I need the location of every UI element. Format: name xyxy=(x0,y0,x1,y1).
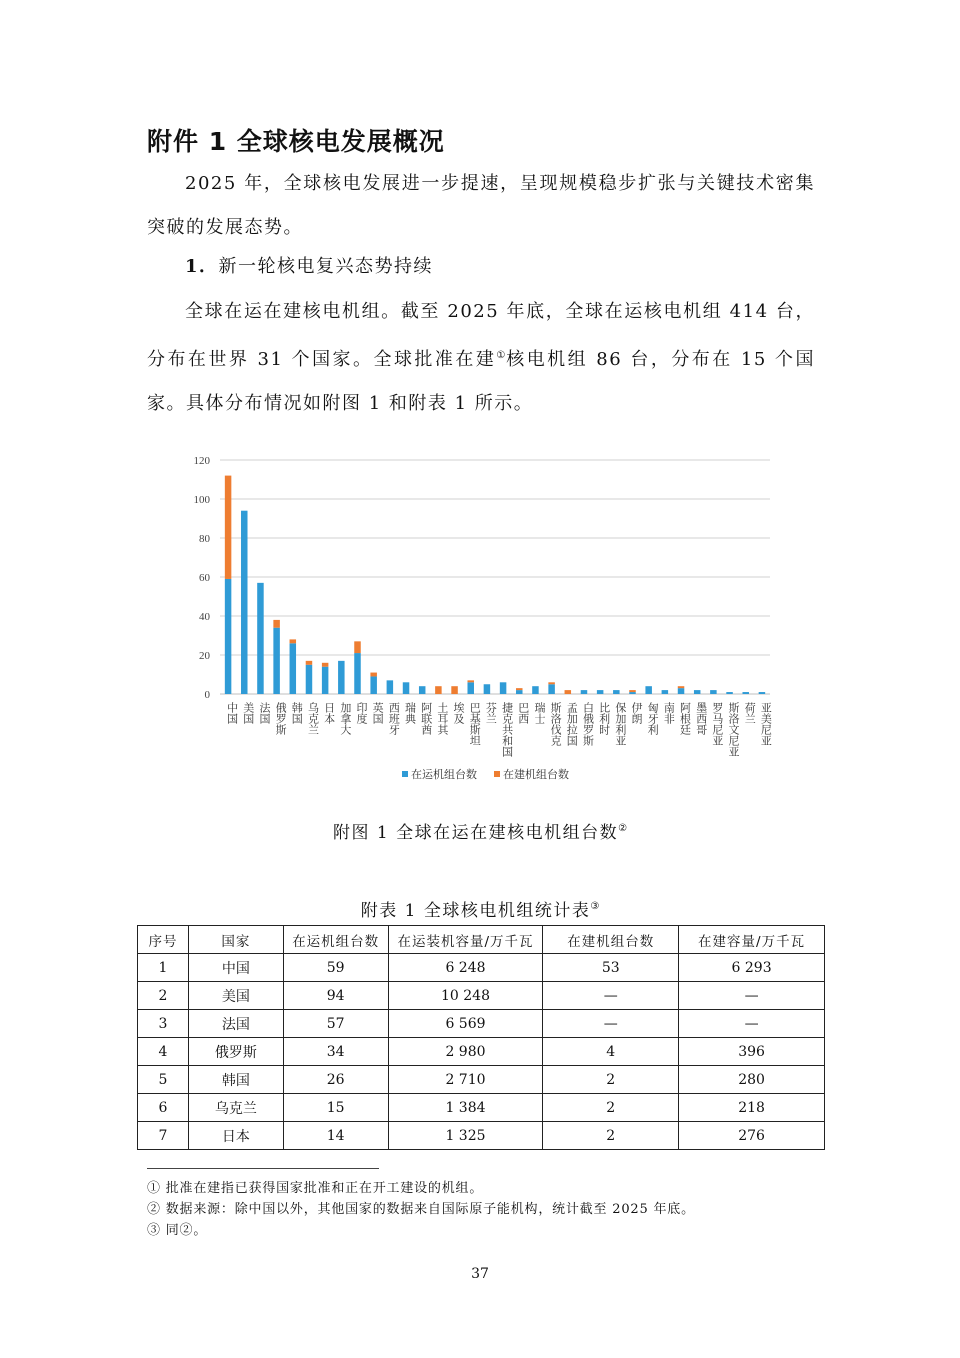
chart-x-tick-label: 南非 xyxy=(662,702,676,724)
chart-bar-operating xyxy=(257,583,264,694)
chart-x-tick-label: 加拿大 xyxy=(338,702,352,735)
cell-construction-capacity: — xyxy=(679,982,825,1010)
table-row xyxy=(138,982,825,1010)
cell-operating-units: 15 xyxy=(283,1094,388,1122)
cell-construction-units: — xyxy=(543,1010,679,1038)
chart-bar-operating xyxy=(467,682,474,694)
cell-country: 中国 xyxy=(188,954,283,982)
chart-bars xyxy=(225,476,765,694)
chart-x-tick-label: 斯洛文尼亚 xyxy=(727,702,741,757)
chart-bar-construction xyxy=(354,641,361,653)
chart-bar-construction xyxy=(370,673,377,677)
chart-bar-construction xyxy=(225,476,232,579)
chart-x-tick-label: 捷克共和国 xyxy=(500,702,514,757)
chart-bar-construction xyxy=(451,686,458,694)
chart-bar-operating xyxy=(678,688,685,694)
chart-legend-swatch xyxy=(402,771,408,777)
footnotes xyxy=(147,1178,695,1241)
cell-operating-units: 94 xyxy=(283,982,388,1010)
table-caption xyxy=(0,896,960,921)
footnote-3: ③ 同②。 xyxy=(147,1223,208,1238)
chart-x-tick-label: 阿根廷 xyxy=(678,702,692,735)
cell-country: 韩国 xyxy=(188,1066,283,1094)
cell-country: 日本 xyxy=(188,1122,283,1150)
section-heading xyxy=(185,252,433,278)
chart-x-tick-label: 巴西 xyxy=(516,702,530,724)
chart-y-tick-label: 100 xyxy=(193,494,210,506)
footnote-ref-2: ② xyxy=(618,823,628,834)
chart-bar-operating xyxy=(500,682,507,694)
chart-bar-operating xyxy=(742,692,749,694)
chart-bar-operating xyxy=(387,680,394,694)
cell-construction-capacity: 218 xyxy=(679,1094,825,1122)
chart-x-tick-label: 墨西哥 xyxy=(694,702,708,735)
chart-legend xyxy=(402,767,569,781)
cell-country: 法国 xyxy=(188,1010,283,1038)
chart-bar-construction xyxy=(548,682,555,684)
table-row xyxy=(138,954,825,982)
chart-x-tick-label: 英国 xyxy=(371,702,385,724)
chart-y-tick-labels xyxy=(194,455,211,701)
table-caption-text: 附表 1 全球核电机组统计表 xyxy=(360,901,591,921)
header-construction-units: 在建机组台数 xyxy=(543,926,679,954)
cell-country: 俄罗斯 xyxy=(188,1038,283,1066)
section-number: 1． xyxy=(185,256,219,277)
table-row xyxy=(138,1094,825,1122)
chart-legend-label: 在运机组台数 xyxy=(411,768,477,781)
nuclear-stats-table xyxy=(137,925,825,1150)
chart-x-tick-label: 印度 xyxy=(355,702,368,724)
chart-y-tick-label: 20 xyxy=(199,650,210,662)
chart-bar-operating xyxy=(548,684,555,694)
cell-construction-capacity: — xyxy=(679,1010,825,1038)
cell-index: 7 xyxy=(138,1122,189,1150)
cell-construction-units: 53 xyxy=(543,954,679,982)
chart-bar-operating xyxy=(629,692,636,694)
cell-operating-capacity: 6 569 xyxy=(388,1010,543,1038)
footnote-ref-1: ① xyxy=(496,350,507,361)
chart-x-tick-label: 俄罗斯 xyxy=(274,702,288,735)
chart-x-tick-label: 亚美尼亚 xyxy=(759,702,773,746)
cell-construction-capacity: 6 293 xyxy=(679,954,825,982)
chart-x-tick-label: 瑞典 xyxy=(403,702,417,724)
para-lead: 全球在运在建核电机组。 xyxy=(185,301,401,322)
chart-bar-operating xyxy=(581,690,588,694)
cell-construction-units: 4 xyxy=(543,1038,679,1066)
chart-x-tick-label: 巴基斯坦 xyxy=(468,702,482,746)
chart-bar-operating xyxy=(354,653,361,694)
chart-bar-operating xyxy=(306,665,313,694)
chart-x-tick-label: 阿联酋 xyxy=(419,702,433,735)
chart-x-tick-label: 伊朗 xyxy=(630,702,643,724)
cell-index: 4 xyxy=(138,1038,189,1066)
chart-x-tick-label: 中国 xyxy=(225,702,239,724)
footnote-ref-3: ③ xyxy=(590,901,600,912)
cell-operating-capacity: 10 248 xyxy=(388,982,543,1010)
header-operating-capacity: 在运装机容量/万千瓦 xyxy=(388,926,543,954)
chart-bar-construction xyxy=(467,680,474,682)
footnote-2: ② 数据来源：除中国以外，其他国家的数据来自国际原子能机构，统计截至 2025 年底。 xyxy=(147,1202,695,1217)
chart-legend-swatch xyxy=(494,771,500,777)
chart-x-tick-label: 瑞士 xyxy=(532,702,546,724)
chart-bar-construction xyxy=(435,686,442,694)
chart-x-tick-label: 法国 xyxy=(257,702,271,724)
chart-x-tick-label: 韩国 xyxy=(290,702,304,724)
intro-paragraph: 2025 年，全球核电发展进一步提速，呈现规模稳步扩张与关键技术密集突破的发展态势。 xyxy=(147,173,815,238)
chart-bar-operating xyxy=(241,511,248,694)
chart-bar-operating xyxy=(290,643,297,694)
chart-x-tick-label: 荷兰 xyxy=(743,702,757,724)
chart-y-tick-label: 40 xyxy=(199,611,210,623)
chart-legend-label: 在建机组台数 xyxy=(503,768,569,781)
chart-bar-operating xyxy=(694,690,701,694)
para-text-2: 核电机组 86 台，分布在 15 个国家。具体分布情况如附图 1 和附表 1 所示。 xyxy=(147,349,815,414)
cell-country: 乌克兰 xyxy=(188,1094,283,1122)
header-operating-units: 在运机组台数 xyxy=(283,926,388,954)
chart-bar-construction xyxy=(516,688,523,690)
chart-bar-construction xyxy=(629,690,636,692)
table-header-row xyxy=(138,926,825,954)
page-number: 37 xyxy=(471,1266,489,1282)
table-row xyxy=(138,1066,825,1094)
chart-bar-operating xyxy=(419,686,426,694)
chart-bar-operating xyxy=(597,690,604,694)
cell-index: 5 xyxy=(138,1066,189,1094)
chart-x-tick-label: 日本 xyxy=(322,702,336,724)
chart-bar-operating xyxy=(484,684,491,694)
chart-bar-operating xyxy=(532,686,539,694)
chart-x-tick-label: 匈牙利 xyxy=(646,702,660,735)
chart-bar-operating xyxy=(613,690,620,694)
chart-bar-construction xyxy=(678,686,685,688)
chart-bar-construction xyxy=(273,620,280,628)
header-country: 国家 xyxy=(188,926,283,954)
cell-index: 1 xyxy=(138,954,189,982)
chart-bar-operating xyxy=(710,690,717,694)
cell-operating-units: 26 xyxy=(283,1066,388,1094)
header-index: 序号 xyxy=(138,926,189,954)
chart-x-tick-label: 罗马尼亚 xyxy=(710,702,724,746)
chart-y-tick-label: 80 xyxy=(199,533,210,545)
cell-construction-units: 2 xyxy=(543,1066,679,1094)
chart-x-tick-label: 西班牙 xyxy=(387,702,401,735)
body-paragraph xyxy=(147,290,815,426)
footnote-1: ① 批准在建指已获得国家批准和正在开工建设的机组。 xyxy=(147,1181,484,1196)
chart-x-tick-label: 芬兰 xyxy=(484,702,498,724)
chart-x-tick-label: 土耳其 xyxy=(435,702,449,735)
page-heading: 附件 1 全球核电发展概况 xyxy=(147,127,445,156)
chart-y-tick-label: 0 xyxy=(204,689,210,701)
table-row xyxy=(138,1038,825,1066)
section-title: 新一轮核电复兴态势持续 xyxy=(218,256,434,277)
cell-country: 美国 xyxy=(188,982,283,1010)
chart-bar-construction xyxy=(565,690,572,694)
chart-bar-operating xyxy=(273,628,280,694)
cell-construction-capacity: 280 xyxy=(679,1066,825,1094)
cell-operating-capacity: 1 384 xyxy=(388,1094,543,1122)
cell-operating-capacity: 2 710 xyxy=(388,1066,543,1094)
chart-bar-construction xyxy=(322,663,329,667)
chart-bar-construction xyxy=(306,661,313,665)
cell-construction-units: 2 xyxy=(543,1094,679,1122)
chart-bar-operating xyxy=(645,686,652,694)
chart-x-tick-label: 斯洛伐克 xyxy=(549,702,563,746)
chart-bar-construction xyxy=(290,639,297,643)
chart-bar-operating xyxy=(225,579,232,694)
chart-x-tick-label: 乌克兰 xyxy=(306,702,320,735)
cell-operating-capacity: 2 980 xyxy=(388,1038,543,1066)
chart-bar-operating xyxy=(322,667,329,694)
chart-x-tick-label: 埃及 xyxy=(452,702,466,724)
cell-construction-capacity: 396 xyxy=(679,1038,825,1066)
chart-bar-operating xyxy=(759,692,766,694)
footnote-divider xyxy=(147,1168,379,1169)
chart-x-tick-label: 白俄罗斯 xyxy=(581,702,595,746)
chart-bar-operating xyxy=(338,661,345,694)
cell-index: 3 xyxy=(138,1010,189,1038)
cell-construction-units: 2 xyxy=(543,1122,679,1150)
chart-x-tick-labels xyxy=(226,701,773,757)
chart-x-tick-label: 保加利亚 xyxy=(613,702,627,746)
para-text-1: 截至 2025 年底，全球在运核电机组 414 台，分布在世界 31 个国家。全球批准在建 xyxy=(147,301,815,370)
cell-operating-capacity: 1 325 xyxy=(388,1122,543,1150)
figure-caption xyxy=(0,818,960,843)
cell-construction-capacity: 276 xyxy=(679,1122,825,1150)
cell-operating-capacity: 6 248 xyxy=(388,954,543,982)
cell-operating-units: 57 xyxy=(283,1010,388,1038)
cell-index: 2 xyxy=(138,982,189,1010)
chart-bar-operating xyxy=(662,690,669,694)
chart-bar-operating xyxy=(403,682,410,694)
header-construction-capacity: 在建容量/万千瓦 xyxy=(679,926,825,954)
chart-bar-operating xyxy=(726,692,733,694)
cell-operating-units: 14 xyxy=(283,1122,388,1150)
cell-operating-units: 34 xyxy=(283,1038,388,1066)
chart-bar-operating xyxy=(370,676,377,694)
chart-gridlines xyxy=(220,460,770,694)
cell-construction-units: — xyxy=(543,982,679,1010)
unit-count-chart xyxy=(180,448,780,793)
chart-y-tick-label: 60 xyxy=(199,572,210,584)
cell-index: 6 xyxy=(138,1094,189,1122)
chart-x-tick-label: 比利时 xyxy=(597,702,611,735)
figure-caption-text: 附图 1 全球在运在建核电机组台数 xyxy=(332,823,619,843)
cell-operating-units: 59 xyxy=(283,954,388,982)
chart-x-tick-label: 美国 xyxy=(241,702,255,724)
table-row xyxy=(138,1122,825,1150)
chart-y-tick-label: 120 xyxy=(193,455,210,467)
chart-x-tick-label: 孟加拉国 xyxy=(565,702,579,746)
table-row xyxy=(138,1010,825,1038)
chart-bar-operating xyxy=(516,690,523,694)
